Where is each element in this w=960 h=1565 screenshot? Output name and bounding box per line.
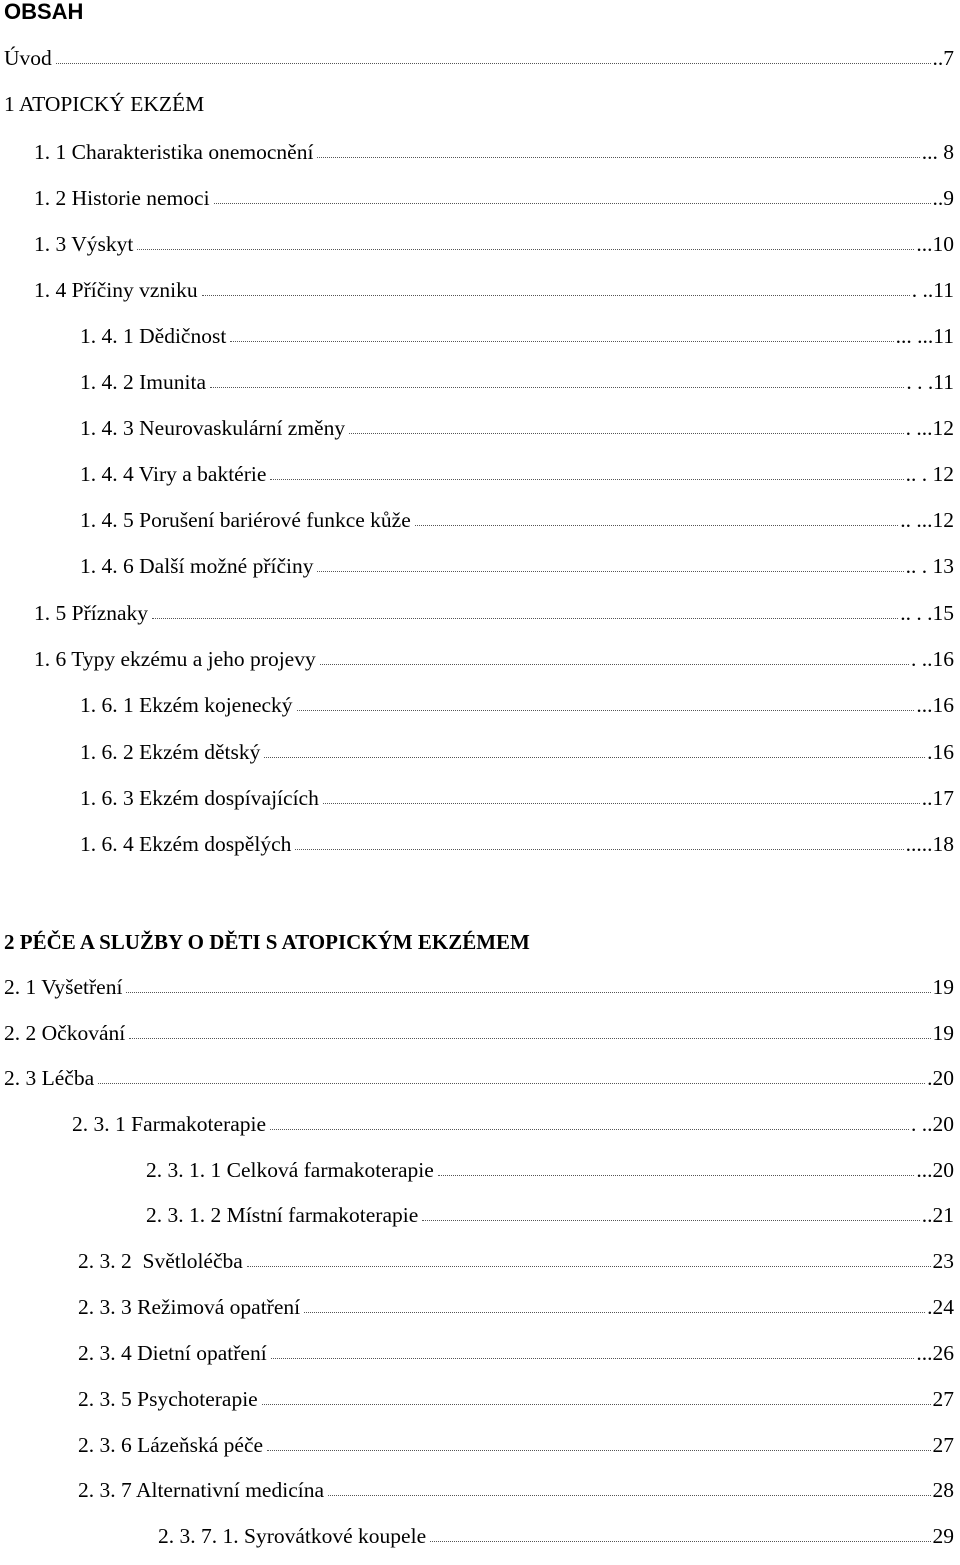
toc-entry-label: 1. 5 Příznaky	[34, 598, 152, 628]
toc-page-number: ... 8	[922, 137, 954, 167]
toc-leader-dots	[137, 249, 914, 250]
toc-entry	[0, 1338, 960, 1368]
toc-entry-label: 2. 3. 7. 1. Syrovátkové koupele	[158, 1521, 430, 1551]
toc-leader-dots	[323, 803, 920, 804]
toc-page-number: . ..20	[911, 1109, 954, 1139]
toc-leader-dots	[214, 203, 931, 204]
toc-entry-label: 1. 6. 3 Ekzém dospívajících	[80, 783, 323, 813]
toc-leader-dots	[304, 1312, 925, 1313]
toc-entry-label: 2. 3 Léčba	[4, 1063, 98, 1093]
toc-entry	[0, 275, 960, 305]
toc-page-number: 23	[933, 1246, 955, 1276]
toc-entry-label: 2. 3. 7 Alternativní medicína	[78, 1475, 328, 1505]
toc-page-number: .. . 13	[906, 551, 954, 581]
toc-leader-dots	[56, 63, 931, 64]
toc-page-number: .24	[927, 1292, 954, 1322]
toc-entry-label: 1 ATOPICKÝ EKZÉM	[4, 89, 208, 119]
toc-page-number: .....18	[906, 829, 954, 859]
toc-page-number: ...26	[916, 1338, 954, 1368]
toc-page-number: .16	[927, 737, 954, 767]
toc-page-number: 27	[933, 1384, 955, 1414]
toc-entry-label: 1. 4. 4 Viry a baktérie	[80, 459, 270, 489]
toc-page-number: .. . .15	[900, 598, 954, 628]
toc-leader-dots	[262, 1404, 931, 1405]
toc-leader-dots	[297, 710, 915, 711]
toc-entry	[0, 829, 960, 859]
toc-entry	[0, 783, 960, 813]
toc-entry	[0, 413, 960, 443]
toc-entry	[0, 1430, 960, 1460]
toc-page-number: ... ...11	[896, 321, 954, 351]
toc-leader-dots	[247, 1266, 931, 1267]
toc-leader-dots	[210, 387, 904, 388]
toc-entry-label: 2. 3. 3 Režimová opatření	[78, 1292, 304, 1322]
toc-entry-label: 1. 6. 2 Ekzém dětský	[80, 737, 264, 767]
toc-entry-label: Úvod	[4, 43, 56, 73]
toc-leader-dots	[317, 157, 919, 158]
toc-entry	[0, 367, 960, 397]
toc-entry	[0, 229, 960, 259]
toc-leader-dots	[152, 618, 898, 619]
toc-page-number: .. . 12	[906, 459, 954, 489]
toc-entry-label: 2. 3. 1 Farmakoterapie	[72, 1109, 270, 1139]
toc-entry	[0, 1200, 960, 1230]
toc-leader-dots	[129, 1038, 930, 1039]
toc-leader-dots	[270, 479, 903, 480]
toc-page-number: 27	[933, 1430, 955, 1460]
toc-leader-dots	[295, 849, 903, 850]
toc-leader-dots	[328, 1495, 930, 1496]
toc-page-number: 29	[933, 1521, 955, 1551]
toc-page-number: 19	[933, 972, 955, 1002]
toc-page-number: 19	[933, 1018, 955, 1048]
toc-entry	[0, 505, 960, 535]
toc-entry	[0, 1155, 960, 1185]
toc-section-heading	[0, 89, 960, 119]
toc-page-number: .20	[927, 1063, 954, 1093]
toc-entry-label: 2. 3. 1. 1 Celková farmakoterapie	[146, 1155, 438, 1185]
toc-entry-label: 1. 6. 4 Ekzém dospělých	[80, 829, 295, 859]
toc-leader-dots	[264, 757, 925, 758]
toc-leader-dots	[415, 525, 898, 526]
toc-entry-label: 2. 2 Očkování	[4, 1018, 129, 1048]
toc-page-number: ..17	[922, 783, 954, 813]
toc-entry	[0, 644, 960, 674]
toc-page-number: . . .11	[906, 367, 954, 397]
toc-page-number: ..21	[922, 1200, 954, 1230]
toc-page-number: . ..16	[911, 644, 954, 674]
toc-entry	[0, 1246, 960, 1276]
toc-entry	[0, 598, 960, 628]
toc-entry-label: 1. 6. 1 Ekzém kojenecký	[80, 690, 297, 720]
toc-leader-dots	[202, 295, 910, 296]
toc-section-heading	[0, 927, 960, 957]
toc-entry-label: 1. 6 Typy ekzému a jeho projevy	[34, 644, 320, 674]
toc-entry	[0, 690, 960, 720]
toc-leader-dots	[320, 664, 909, 665]
toc-heading: OBSAH	[4, 0, 84, 24]
toc-entry	[0, 972, 960, 1002]
toc-leader-dots	[438, 1175, 915, 1176]
toc-entry-label: 1. 4. 5 Porušení bariérové funkce kůže	[80, 505, 415, 535]
toc-leader-dots	[317, 571, 903, 572]
toc-entry-label: 1. 4. 1 Dědičnost	[80, 321, 230, 351]
toc-page-number: . ..11	[912, 275, 954, 305]
toc-entry-label: 1. 4. 6 Další možné příčiny	[80, 551, 317, 581]
toc-entry	[0, 551, 960, 581]
toc-entry	[0, 183, 960, 213]
toc-leader-dots	[349, 433, 904, 434]
toc-entry-label: 2. 3. 5 Psychoterapie	[78, 1384, 262, 1414]
toc-page-number: ...16	[916, 690, 954, 720]
toc-leader-dots	[430, 1541, 930, 1542]
toc-entry	[0, 1384, 960, 1414]
toc-page-number: 28	[933, 1475, 955, 1505]
toc-entry	[0, 1292, 960, 1322]
toc-page-number: ...20	[916, 1155, 954, 1185]
toc-leader-dots	[126, 992, 930, 993]
toc-entry-label: 1. 3 Výskyt	[34, 229, 137, 259]
toc-entry-label: 2. 3. 2 Světloléčba	[78, 1246, 247, 1276]
toc-page-number: ..7	[933, 43, 955, 73]
toc-page-number: .. ...12	[900, 505, 954, 535]
toc-entry	[0, 1063, 960, 1093]
toc-entry-label: 2. 3. 1. 2 Místní farmakoterapie	[146, 1200, 422, 1230]
toc-entry	[0, 1018, 960, 1048]
toc-entry-label: 1. 4. 2 Imunita	[80, 367, 210, 397]
toc-leader-dots	[98, 1083, 925, 1084]
toc-leader-dots	[230, 341, 893, 342]
toc-entry	[0, 321, 960, 351]
toc-page-number: ...10	[916, 229, 954, 259]
toc-leader-dots	[271, 1358, 915, 1359]
toc-entry	[0, 43, 960, 73]
toc-entry	[0, 1475, 960, 1505]
toc-entry-label: 1. 1 Charakteristika onemocnění	[34, 137, 317, 167]
toc-entry-label: 2. 3. 6 Lázeňská péče	[78, 1430, 267, 1460]
toc-entry	[0, 1521, 960, 1551]
toc-leader-dots	[422, 1220, 919, 1221]
toc-entry-label: 1. 4 Příčiny vzniku	[34, 275, 202, 305]
toc-entry-label: 2 PÉČE A SLUŽBY O DĚTI S ATOPICKÝM EKZÉMEM	[4, 927, 534, 957]
toc-page-number: ..9	[933, 183, 955, 213]
toc-leader-dots	[270, 1129, 909, 1130]
toc-entry	[0, 137, 960, 167]
toc-entry	[0, 1109, 960, 1139]
toc-entry	[0, 459, 960, 489]
toc-entry-label: 1. 2 Historie nemoci	[34, 183, 214, 213]
toc-entry-label: 1. 4. 3 Neurovaskulární změny	[80, 413, 349, 443]
toc-entry-label: 2. 1 Vyšetření	[4, 972, 126, 1002]
toc-entry	[0, 737, 960, 767]
toc-entry-label: 2. 3. 4 Dietní opatření	[78, 1338, 271, 1368]
toc-page-number: . ...12	[906, 413, 954, 443]
toc-leader-dots	[267, 1450, 930, 1451]
